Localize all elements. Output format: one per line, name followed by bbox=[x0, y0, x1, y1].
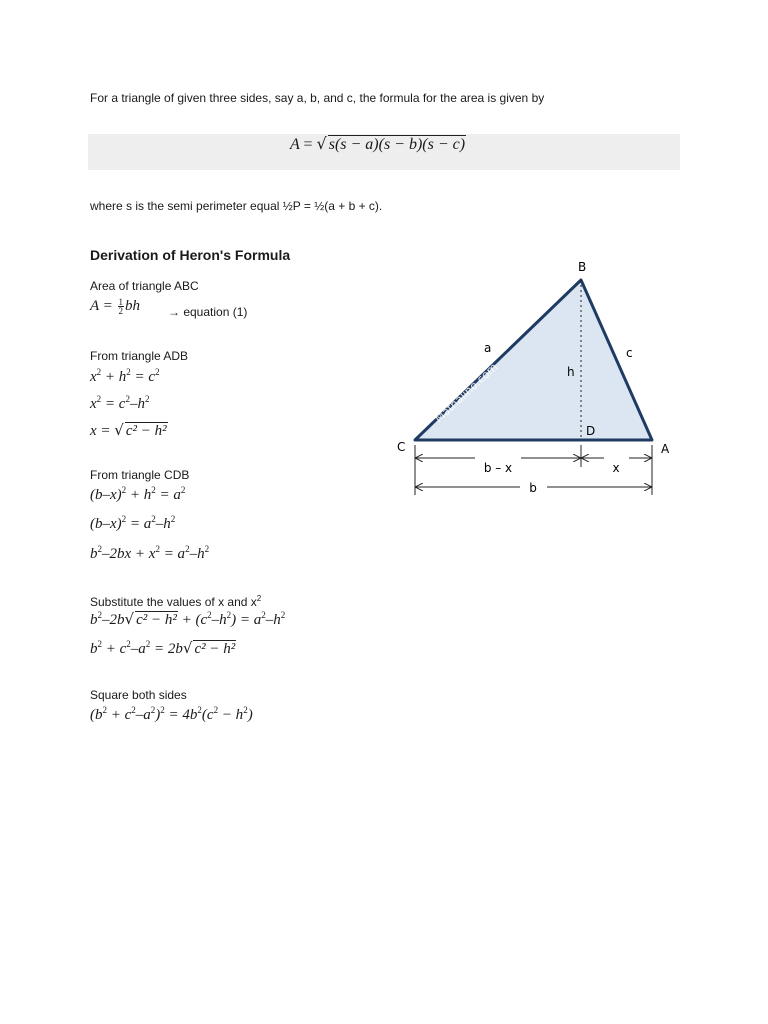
t: (b–x) bbox=[90, 487, 122, 503]
substitute-eq-2 bbox=[90, 639, 236, 658]
area-label: Area of triangle ABC bbox=[90, 279, 199, 293]
t: + (c bbox=[177, 612, 208, 628]
t: ) = a bbox=[231, 612, 262, 628]
t: b bbox=[90, 612, 98, 628]
heron-formula bbox=[290, 135, 466, 154]
sup: 2 bbox=[185, 544, 190, 554]
t: − h bbox=[218, 707, 244, 723]
sup: 2 bbox=[151, 485, 156, 495]
radical-sign-icon: √ bbox=[124, 610, 135, 628]
height-h-label: h bbox=[567, 365, 575, 379]
sup: 2 bbox=[145, 639, 151, 649]
triangle-diagram bbox=[395, 255, 685, 500]
sup: 2 bbox=[121, 514, 127, 524]
t: –h bbox=[129, 396, 145, 412]
t: (b–x) bbox=[90, 516, 122, 532]
dim-b-label: b bbox=[529, 481, 537, 495]
cdb-eq-3 bbox=[90, 545, 209, 563]
frac-den: 2 bbox=[118, 306, 124, 317]
sup: 2 bbox=[150, 705, 156, 715]
cdb-eq-2 bbox=[90, 515, 175, 533]
sup: 2 bbox=[144, 394, 150, 404]
area-equation bbox=[90, 297, 140, 315]
t: ) bbox=[155, 707, 161, 723]
substitute-eq-1 bbox=[90, 610, 285, 629]
semi-perimeter-text: where s is the semi perimeter equal ½P = ½(a + b + c). bbox=[90, 199, 383, 213]
square-label: Square both sides bbox=[90, 688, 187, 702]
t: + h bbox=[101, 369, 127, 385]
t: Substitute the values of x and x bbox=[90, 595, 257, 609]
adb-eq-2 bbox=[90, 395, 149, 413]
sup: 2 bbox=[155, 544, 160, 554]
one-half-fraction bbox=[118, 298, 125, 315]
t: = 4b bbox=[164, 707, 198, 723]
t: (c bbox=[201, 707, 214, 723]
heron-formula-box bbox=[88, 134, 680, 170]
t: –2b bbox=[102, 612, 125, 628]
t: + c bbox=[102, 641, 127, 657]
t: –h bbox=[189, 546, 205, 562]
sup: 2 bbox=[243, 705, 248, 715]
sup: 2 bbox=[97, 610, 102, 620]
vertex-d-label: D bbox=[586, 424, 596, 438]
section-heading: Derivation of Heron's Formula bbox=[90, 247, 291, 263]
dim-bx-label: b – x bbox=[483, 461, 513, 475]
sup: 2 bbox=[261, 610, 266, 620]
area-lhs: A = bbox=[90, 298, 113, 314]
t: = c bbox=[130, 369, 156, 385]
t: x bbox=[90, 396, 97, 412]
frac-num: 1 bbox=[118, 297, 124, 308]
sup: 2 bbox=[280, 610, 286, 620]
adb-label: From triangle ADB bbox=[90, 349, 189, 363]
sup: 2 bbox=[170, 514, 176, 524]
t: = a bbox=[159, 546, 186, 562]
sup: 2 bbox=[126, 367, 131, 377]
vertex-a-label: A bbox=[661, 442, 670, 456]
dim-x-label: x bbox=[612, 461, 620, 475]
sup: 2 bbox=[121, 485, 127, 495]
t: + h bbox=[126, 487, 152, 503]
watermark-text: Mathalino.com bbox=[432, 360, 501, 426]
sup: 2 bbox=[97, 544, 102, 554]
equation-1-note: → equation (1) bbox=[168, 305, 248, 319]
formula-radicand: s(s − a)(s − b)(s − c) bbox=[328, 136, 466, 153]
t: x bbox=[90, 369, 97, 385]
t: = a bbox=[126, 516, 152, 532]
sup: 2 bbox=[256, 594, 262, 603]
radicand: c² − h² bbox=[136, 612, 177, 628]
formula-lhs: A bbox=[290, 136, 300, 153]
t: + c bbox=[107, 707, 132, 723]
t: b bbox=[90, 546, 98, 562]
side-a-label: a bbox=[484, 341, 492, 355]
t: = c bbox=[101, 396, 126, 412]
radical-sign-icon: √ bbox=[114, 421, 124, 439]
radicand: c² − h² bbox=[125, 423, 167, 439]
t: ) bbox=[247, 707, 253, 723]
radical-sign-icon: √ bbox=[316, 134, 327, 153]
adb-eq-1 bbox=[90, 368, 160, 386]
sup: 2 bbox=[213, 705, 219, 715]
sup: 2 bbox=[131, 705, 136, 715]
sup: 2 bbox=[96, 394, 102, 404]
square-eq-1 bbox=[90, 706, 253, 724]
sup: 2 bbox=[180, 485, 186, 495]
t: –a bbox=[135, 707, 151, 723]
sup: 2 bbox=[96, 367, 102, 377]
t: x = bbox=[90, 423, 115, 439]
vertex-c-label: C bbox=[397, 440, 406, 454]
sup: 2 bbox=[97, 639, 102, 649]
t: b bbox=[90, 641, 98, 657]
substitute-label bbox=[90, 592, 261, 609]
t: (b bbox=[90, 707, 103, 723]
formula-equals: = bbox=[303, 136, 313, 153]
sup: 2 bbox=[197, 705, 202, 715]
sup: 2 bbox=[160, 705, 165, 715]
sup: 2 bbox=[102, 705, 107, 715]
sup: 2 bbox=[226, 610, 232, 620]
cdb-label: From triangle CDB bbox=[90, 468, 190, 482]
t: –h bbox=[265, 612, 281, 628]
sup: 2 bbox=[155, 367, 160, 377]
sup: 2 bbox=[151, 514, 156, 524]
vertex-b-label: B bbox=[578, 260, 587, 274]
sup: 2 bbox=[126, 639, 131, 649]
adb-eq-3 bbox=[90, 421, 168, 440]
t: –2bx + x bbox=[102, 546, 156, 562]
radicand: c² − h² bbox=[194, 641, 236, 657]
t: –h bbox=[211, 612, 227, 628]
t: = a bbox=[155, 487, 181, 503]
sup: 2 bbox=[204, 544, 210, 554]
t: = 2b bbox=[150, 641, 183, 657]
t: –h bbox=[155, 516, 171, 532]
cdb-eq-1 bbox=[90, 486, 185, 504]
t: –a bbox=[130, 641, 146, 657]
sup: 2 bbox=[207, 610, 212, 620]
sup: 2 bbox=[125, 394, 130, 404]
side-c-label: c bbox=[626, 346, 633, 360]
area-rest: bh bbox=[125, 298, 141, 314]
radical-sign-icon: √ bbox=[182, 639, 193, 657]
intro-text: For a triangle of given three sides, say a, b, and c, the formula for the area is given by bbox=[90, 91, 545, 105]
